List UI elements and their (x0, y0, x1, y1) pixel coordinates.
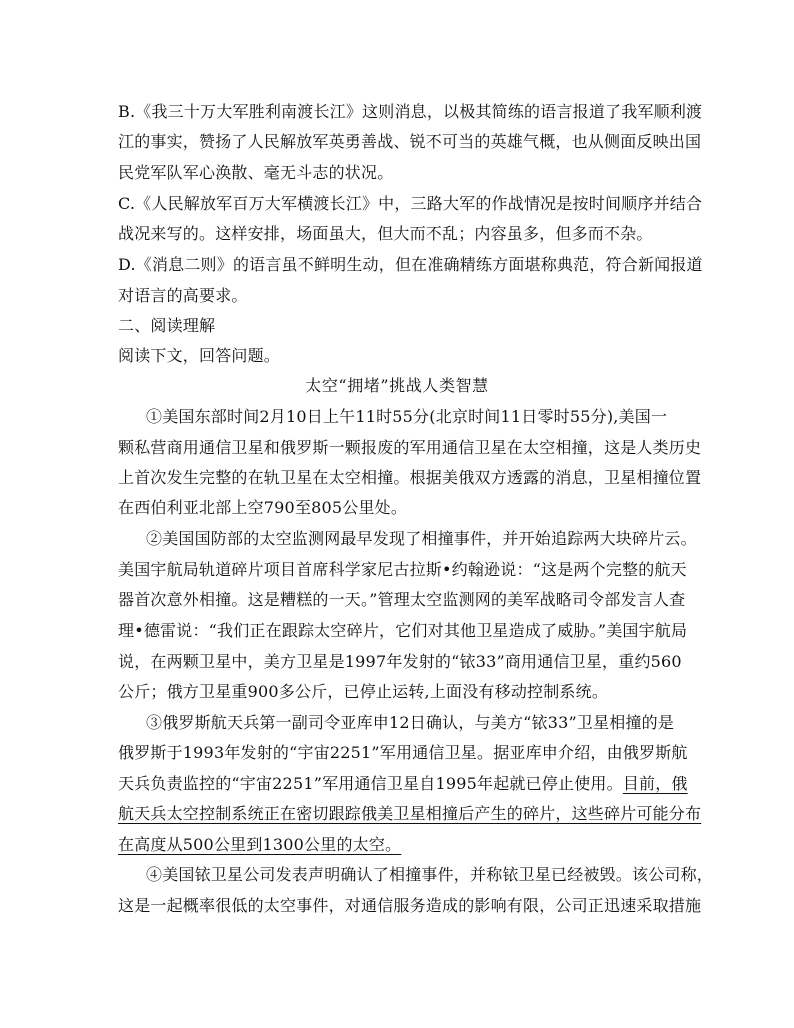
underlined-sentence-start: 目前，俄 (622, 774, 688, 793)
paragraph-3-line-3-text: 天兵负责监控的“宇宙2251”军用通信卫星自1995年起就已停止使用。 (118, 774, 623, 793)
option-d-line-1: D.《消息二则》的语言虽不鲜明生动，但在准确精练方面堪称典范，符合新闻报道 (118, 255, 703, 274)
paragraph-1-line-4: 在西伯利亚北部上空790至805公里处。 (118, 498, 408, 517)
article-title: 太空“拥堵”挑战人类智慧 (305, 376, 489, 395)
option-d-line-2: 对语言的高要求。 (118, 286, 248, 305)
paragraph-2-line-2: 美国宇航局轨道碎片项目首席科学家尼古拉斯•约翰逊说：“这是两个完整的航天 (118, 560, 687, 579)
paragraph-2-line-5: 说，在两颗卫星中，美方卫星是1997年发射的“铱33”商用通信卫星，重约560 (118, 652, 682, 671)
option-b-line-1: B.《我三十万大军胜利南渡长江》这则消息，以极其简练的语言报道了我军顺利渡 (118, 102, 703, 121)
paragraph-2-line-4: 理•德雷说：“我们正在跟踪太空碎片，它们对其他卫星造成了威胁。”美国宇航局 (118, 621, 688, 640)
section-heading: 二、阅读理解 (118, 316, 216, 335)
paragraph-3-line-1: ③俄罗斯航天兵第一副司令亚库申12日确认，与美方“铱33”卫星相撞的是 (146, 713, 675, 732)
paragraph-4-line-2: 这是一起概率很低的太空事件，对通信服务造成的影响有限，公司正迅速采取措施 (118, 896, 702, 915)
paragraph-2-line-3: 器首次意外相撞。这是糟糕的一天。”管理太空监测网的美军战略司令部发言人查 (118, 590, 686, 609)
option-c-line-2: 战况来写的。这样安排，场面虽大，但大而不乱；内容虽多，但多而不杂。 (118, 224, 653, 243)
paragraph-4-line-1: ④美国铱卫星公司发表声明确认了相撞事件，并称铱卫星已经被毁。该公司称， (146, 865, 714, 884)
underlined-sentence-line-2: 航天兵太空控制系统正在密切跟踪俄美卫星相撞后产生的碎片，这些碎片可能分布 (118, 804, 702, 823)
paragraph-1-line-1: ①美国东部时间2月10日上午11时55分(北京时间11日零时55分),美国一 (146, 407, 668, 426)
underlined-sentence-line-3: 在高度从500公里到1300公里的太空。 (118, 835, 402, 854)
option-b-line-2: 江的事实，赞扬了人民解放军英勇善战、锐不可当的英雄气概，也从侧面反映出国 (118, 132, 702, 151)
option-c-line-1: C.《人民解放军百万大军横渡长江》中，三路大军的作战情况是按时间顺序并结合 (118, 194, 703, 213)
paragraph-3-line-2: 俄罗斯于1993年发射的“宇宙2251”军用通信卫星。据亚库申介绍，由俄罗斯航 (118, 743, 688, 762)
paragraph-2-line-1: ②美国国防部的太空监测网最早发现了相撞事件，并开始追踪两大块碎片云。 (146, 529, 697, 548)
paragraph-2-line-6: 公斤；俄方卫星重900多公斤，已停止运转,上面没有移动控制系统。 (118, 682, 609, 701)
paragraph-3-line-3 (118, 771, 688, 794)
paragraph-1-line-3: 上首次发生完整的在轨卫星在太空相撞。根据美俄双方透露的消息，卫星相撞位置 (118, 468, 702, 487)
option-b-line-3: 民党军队军心涣散、毫无斗志的状况。 (118, 163, 394, 182)
paragraph-1-line-2: 颗私营商用通信卫星和俄罗斯一颗报废的军用通信卫星在太空相撞，这是人类历史 (118, 438, 702, 457)
section-instruction: 阅读下文，回答问题。 (118, 346, 281, 365)
